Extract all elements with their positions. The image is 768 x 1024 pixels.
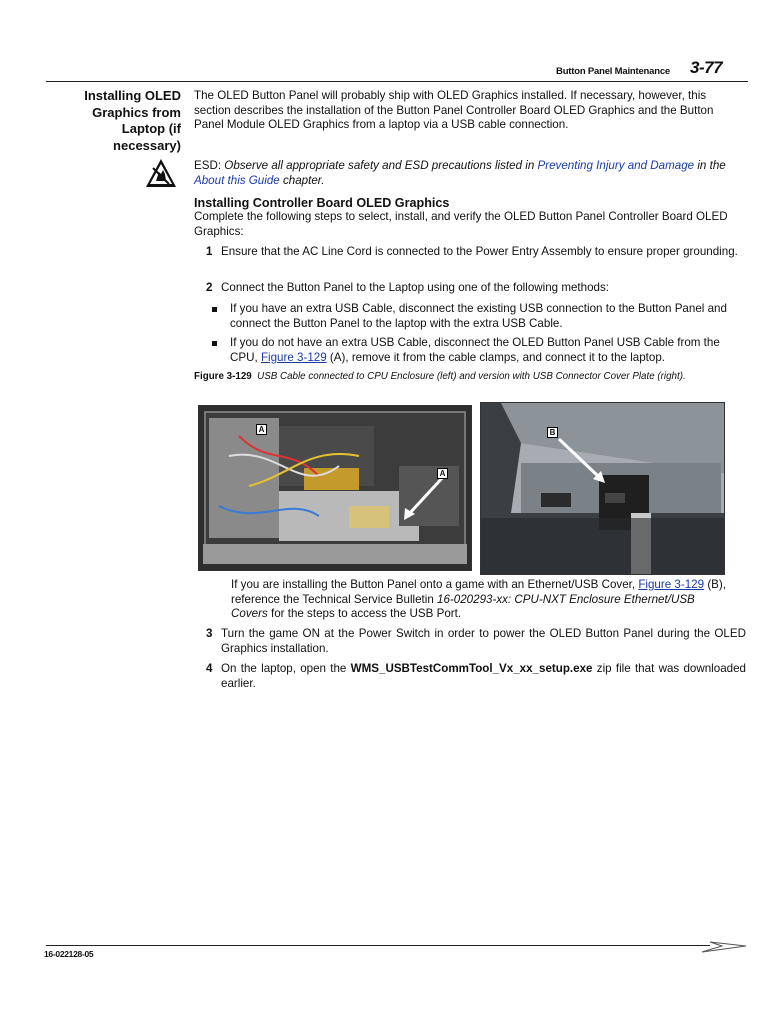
bulletin-title: 16-020293-xx: CPU-NXT Enclosure Ethernet/USB Covers <box>231 592 695 620</box>
page-number: 3-77 <box>690 58 723 77</box>
esd-end: chapter. <box>282 173 325 187</box>
callout-b: B <box>547 427 558 438</box>
step-number: 2 <box>206 281 213 294</box>
bullet-item <box>212 302 746 331</box>
bullet-text-pre: If you do not have an extra USB Cable, disconnect the OLED Button Panel USB Cable from the CPU, <box>230 336 720 364</box>
step-2 <box>206 281 746 296</box>
callout-a: A <box>256 424 267 435</box>
step-text: Connect the Button Panel to the Laptop using one of the following methods: <box>221 281 610 294</box>
bullet-square-icon <box>212 307 217 312</box>
step-number: 1 <box>206 245 213 258</box>
document-number: 16-022128-05 <box>44 949 94 959</box>
step-text: Ensure that the AC Line Cord is connected to the Power Entry Assembly to ensure proper grounding. <box>221 245 738 258</box>
intro-paragraph: The OLED Button Panel will probably ship with OLED Graphics installed. If necessary, however, this section describes the installation of the Button Panel Controller Board OLED Graphics and the Button Panel Module OLED Graphics from a laptop via a USB cable connection. <box>194 89 714 131</box>
step-text-post: zip file that was downloaded earlier. <box>221 662 746 690</box>
note-text-pre: If you are installing the Button Panel onto a game with an Ethernet/USB Cover, <box>231 578 636 591</box>
step-number: 3 <box>206 627 213 640</box>
ethernet-cover-note <box>231 578 731 622</box>
figure-caption <box>194 371 714 383</box>
cpu-enclosure-illustration <box>199 406 471 570</box>
bullet-item <box>212 336 746 365</box>
figure-caption-text: USB Cable connected to CPU Enclosure (left) and version with USB Connector Cover Plate (right). <box>257 371 686 382</box>
running-header: Button Panel Maintenance <box>556 66 670 77</box>
step-text: Turn the game ON at the Power Switch in order to power the OLED Button Panel during the OLED Graphics installation. <box>221 627 746 655</box>
bullet-text: If you have an extra USB Cable, disconnect the existing USB connection to the Button Panel and connect the Button Panel to the laptop with the extra USB Cable. <box>230 302 727 330</box>
setup-file-name: WMS_USBTestCommTool_Vx_xx_setup.exe <box>350 662 593 675</box>
step-number: 4 <box>206 662 213 675</box>
page-arrow-icon <box>700 940 748 954</box>
bullet-text-post: (A), remove it from the cable clamps, and connect it to the laptop. <box>329 350 666 364</box>
esd-warning-icon <box>145 158 177 190</box>
step-4 <box>206 662 746 691</box>
step-3 <box>206 627 746 656</box>
link-figure[interactable]: Figure 3-129 <box>638 578 705 591</box>
figure-number: Figure 3-129 <box>194 371 252 382</box>
note-text-mid: (B), reference the Technical Service Bulletin <box>231 578 726 606</box>
header-rule <box>46 81 748 82</box>
usb-cover-illustration <box>481 403 724 574</box>
bullet-text <box>230 336 746 365</box>
cpu-enclosure-photo <box>198 405 472 571</box>
steps-intro: Complete the following steps to select, install, and verify the OLED Button Panel Controller Board OLED Graphics: <box>194 210 728 238</box>
bullet-square-icon <box>212 341 217 346</box>
footer-rule <box>46 945 710 946</box>
esd-note <box>194 159 746 188</box>
link-about-guide[interactable]: About this Guide <box>194 173 280 187</box>
subheading: Installing Controller Board OLED Graphics <box>194 196 450 210</box>
section-sidehead: Installing OLED Graphics from Laptop (if necessary) <box>84 88 181 153</box>
step-1 <box>206 245 746 260</box>
usb-cover-photo <box>480 402 725 575</box>
link-figure[interactable]: Figure 3-129 <box>260 350 327 364</box>
esd-text: Observe all appropriate safety and ESD precautions listed in <box>224 159 535 172</box>
esd-mid: in the <box>697 159 726 172</box>
step-text-pre: On the laptop, open the <box>221 662 347 675</box>
step-text <box>221 662 746 691</box>
callout-a: A <box>437 468 448 479</box>
note-text-post: for the steps to access the USB Port. <box>270 607 462 620</box>
esd-label: ESD: <box>194 159 222 172</box>
link-preventing-injury[interactable]: Preventing Injury and Damage <box>537 159 695 172</box>
